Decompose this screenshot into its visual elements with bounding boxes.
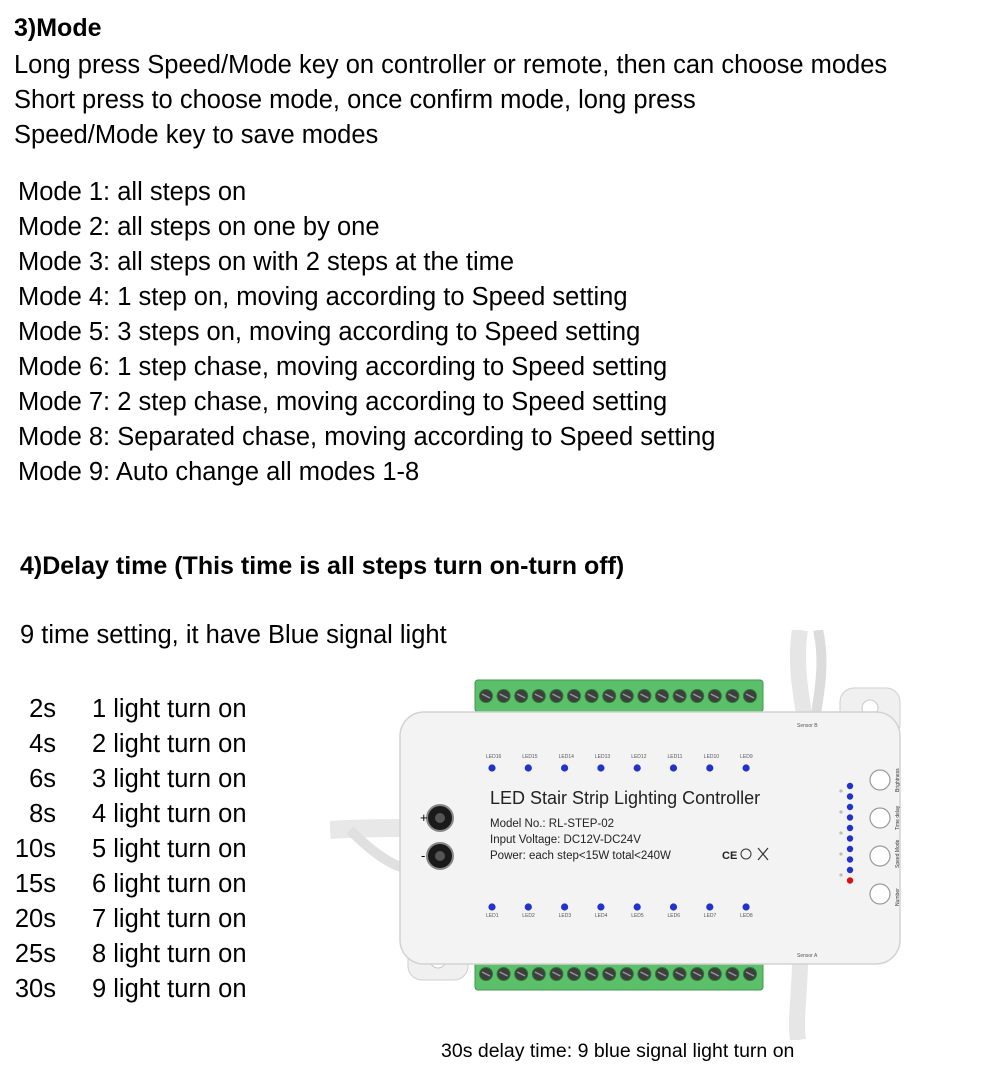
led-dot — [634, 903, 641, 910]
controller-button[interactable] — [870, 770, 890, 790]
led-label: LED12 — [631, 754, 647, 760]
delay-desc: 4 light turn on — [92, 800, 247, 828]
delay-desc: 8 light turn on — [92, 940, 247, 968]
delay-desc: 9 light turn on — [92, 975, 247, 1003]
signal-light — [847, 877, 853, 883]
led-label: LED11 — [667, 754, 683, 760]
delay-time: 15s — [14, 870, 56, 898]
delay-desc: 5 light turn on — [92, 835, 247, 863]
signal-light — [847, 783, 853, 789]
led-dot — [488, 903, 495, 910]
indicator-dot — [839, 789, 842, 792]
indicator-dot — [839, 831, 842, 834]
led-dot — [743, 764, 750, 771]
delay-table — [0, 692, 300, 1012]
device-power: Power: each step<15W total<240W — [490, 850, 671, 862]
led-dot — [634, 764, 641, 771]
mode-item: Mode 7: 2 step chase, moving according to Speed setting — [18, 388, 668, 416]
signal-light — [847, 804, 853, 810]
device-model: Model No.: RL-STEP-02 — [490, 818, 614, 830]
mode-item: Mode 1: all steps on — [18, 178, 247, 206]
controller-body — [400, 712, 900, 964]
led-label: LED16 — [486, 754, 502, 760]
button-label: Brightness — [895, 768, 901, 792]
plus-label: + — [420, 810, 428, 825]
delay-heading: 4)Delay time (This time is all steps turn on-turn off) — [20, 552, 625, 580]
delay-desc: 7 light turn on — [92, 905, 247, 933]
led-label: LED7 — [703, 913, 717, 919]
delay-desc: 3 light turn on — [92, 765, 247, 793]
device-voltage: Input Voltage: DC12V-DC24V — [490, 834, 641, 846]
mode-item: Mode 3: all steps on with 2 steps at the time — [18, 248, 515, 276]
led-dot — [597, 764, 604, 771]
delay-time: 4s — [29, 730, 56, 758]
led-label: LED1 — [486, 913, 499, 919]
delay-time: 10s — [14, 835, 56, 863]
intro-line: Short press to choose mode, once confirm mode, long press — [14, 86, 696, 114]
signal-light — [847, 846, 853, 852]
delay-time: 20s — [14, 905, 56, 933]
led-label: LED2 — [522, 913, 535, 919]
delay-desc: 2 light turn on — [92, 730, 247, 758]
led-label: LED4 — [594, 913, 608, 919]
signal-light — [847, 825, 853, 831]
intro-line: Long press Speed/Mode key on controller or remote, then can choose modes — [14, 51, 888, 79]
led-label: LED5 — [631, 913, 644, 919]
ce-mark: CE — [722, 850, 738, 862]
mode-item: Mode 8: Separated chase, moving according to Speed setting — [18, 423, 716, 451]
button-label: Speed Mode — [895, 839, 901, 868]
device-title: LED Stair Strip Lighting Controller — [490, 788, 761, 808]
signal-light — [847, 793, 853, 799]
led-dot — [670, 764, 677, 771]
device-caption: 30s delay time: 9 blue signal light turn on — [441, 1040, 795, 1062]
led-label: LED13 — [594, 754, 611, 760]
intro-line: Speed/Mode key to save modes — [14, 121, 379, 149]
led-label: LED10 — [703, 754, 720, 760]
delay-desc: 1 light turn on — [92, 695, 247, 723]
bottom-cable — [797, 960, 800, 1040]
indicator-dot — [839, 873, 842, 876]
mode-list — [18, 175, 715, 490]
led-dot — [561, 903, 568, 910]
led-dot — [525, 903, 532, 910]
led-dot — [597, 903, 604, 910]
signal-light — [847, 867, 853, 873]
delay-time: 2s — [29, 695, 56, 723]
side-cable — [330, 828, 405, 830]
mode-intro — [14, 48, 887, 153]
controller-button[interactable] — [870, 884, 890, 904]
mode-item: Mode 5: 3 steps on, moving according to Speed setting — [18, 318, 641, 346]
minus-label: - — [421, 848, 426, 863]
led-dot — [706, 764, 713, 771]
led-label: LED14 — [558, 754, 574, 760]
indicator-dot — [839, 852, 842, 855]
power-socket-pin — [435, 813, 445, 823]
signal-light — [847, 856, 853, 862]
top-cable — [815, 630, 821, 720]
mode-item: Mode 9: Auto change all modes 1-8 — [18, 458, 420, 486]
button-label: Time delay — [895, 805, 901, 830]
delay-subtitle: 9 time setting, it have Blue signal light — [20, 621, 447, 649]
delay-desc: 6 light turn on — [92, 870, 247, 898]
led-dot — [706, 903, 713, 910]
led-label: LED9 — [740, 754, 753, 760]
controller-button[interactable] — [870, 846, 890, 866]
signal-light — [847, 814, 853, 820]
led-dot — [488, 764, 495, 771]
delay-time: 25s — [14, 940, 56, 968]
power-socket-pin — [435, 851, 445, 861]
mode-item: Mode 2: all steps on one by one — [18, 213, 380, 241]
sensor-b-label: Sensor B — [797, 723, 818, 729]
led-label: LED3 — [558, 913, 572, 919]
sensor-a-label: Sensor A — [797, 953, 818, 959]
button-label: Number — [895, 888, 901, 906]
delay-time: 6s — [29, 765, 56, 793]
top-cable — [798, 630, 805, 720]
indicator-dot — [839, 810, 842, 813]
led-label: LED8 — [740, 913, 753, 919]
led-dot — [525, 764, 532, 771]
led-dot — [670, 903, 677, 910]
led-label: LED15 — [522, 754, 538, 760]
mode-item: Mode 6: 1 step chase, moving according to Speed setting — [18, 353, 668, 381]
led-dot — [743, 903, 750, 910]
led-label: LED6 — [667, 913, 681, 919]
signal-light — [847, 835, 853, 841]
led-dot — [561, 764, 568, 771]
delay-time: 30s — [14, 975, 56, 1003]
delay-time: 8s — [29, 800, 56, 828]
mode-heading: 3)Mode — [14, 14, 102, 42]
controller-device-image — [330, 630, 950, 1040]
controller-button[interactable] — [870, 808, 890, 828]
mode-item: Mode 4: 1 step on, moving according to Speed setting — [18, 283, 628, 311]
